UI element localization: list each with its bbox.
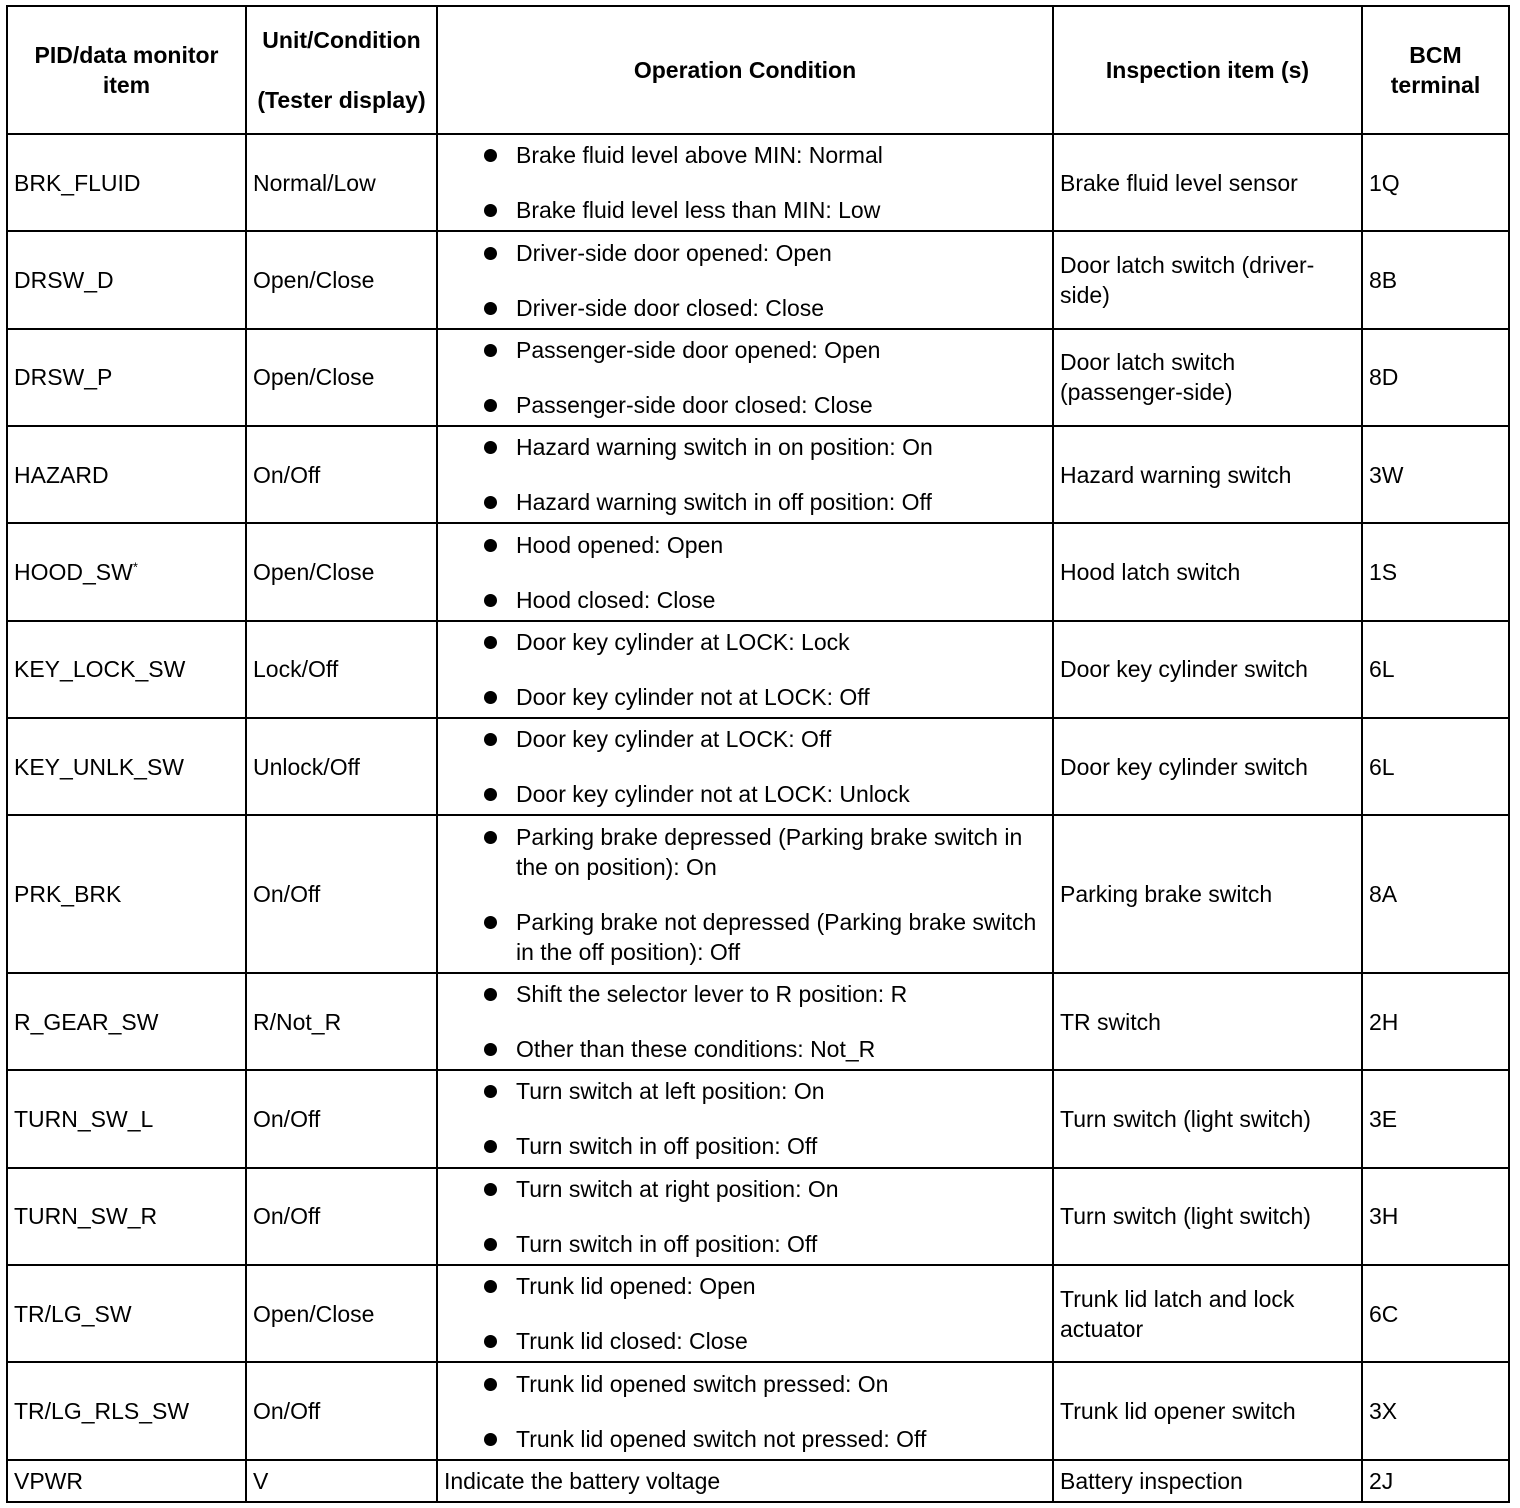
inspection-item-cell: Trunk lid opener switch: [1053, 1362, 1362, 1459]
condition-bullet-item: Door key cylinder not at LOCK: Unlock: [516, 779, 1046, 809]
inspection-item-cell: Door key cylinder switch: [1053, 621, 1362, 718]
operation-condition-cell: [437, 1265, 1053, 1362]
bcm-terminal-cell: 2H: [1362, 973, 1509, 1070]
pid-item-cell: [7, 621, 246, 718]
condition-bullet-item: Turn switch at left position: On: [516, 1076, 1046, 1106]
table-header-row: [7, 6, 1509, 134]
unit-condition-cell: Normal/Low: [246, 134, 437, 231]
pid-item-cell: [7, 134, 246, 231]
condition-bullet-item: Hood opened: Open: [516, 530, 1046, 560]
condition-bullet-item: Door key cylinder at LOCK: Off: [516, 724, 1046, 754]
operation-condition-cell: [437, 1362, 1053, 1459]
pid-item-name: TURN_SW_R: [14, 1203, 158, 1230]
bcm-terminal-cell: 3W: [1362, 426, 1509, 523]
condition-bullet-item: Other than these conditions: Not_R: [516, 1034, 1046, 1064]
pid-item-cell: [7, 329, 246, 426]
inspection-item-cell: Parking brake switch: [1053, 815, 1362, 973]
pid-item-cell: [7, 1265, 246, 1362]
operation-condition-text: Indicate the battery voltage: [444, 1467, 721, 1494]
table-row: [7, 815, 1509, 973]
condition-list: [444, 1369, 1046, 1454]
condition-bullet-item: Turn switch in off position: Off: [516, 1131, 1046, 1161]
bcm-terminal-cell: 8B: [1362, 231, 1509, 328]
condition-bullet-item: Trunk lid opened switch not pressed: Off: [516, 1424, 1046, 1454]
condition-bullet-item: Door key cylinder not at LOCK: Off: [516, 682, 1046, 712]
condition-bullet-item: Trunk lid opened switch pressed: On: [516, 1369, 1046, 1399]
inspection-item-cell: Door latch switch (passenger-side): [1053, 329, 1362, 426]
condition-bullet-item: Hazard warning switch in on position: On: [516, 432, 1046, 462]
header-item: PID/data monitor item: [7, 6, 246, 134]
bcm-terminal-cell: 1S: [1362, 523, 1509, 620]
pid-item-name: DRSW_P: [14, 364, 113, 391]
unit-condition-cell: Unlock/Off: [246, 718, 437, 815]
table-row: [7, 1460, 1509, 1502]
condition-list: [444, 335, 1046, 420]
header-operation: Operation Condition: [437, 6, 1053, 134]
pid-item-name: TURN_SW_L: [14, 1105, 154, 1132]
operation-condition-cell: [437, 1460, 1053, 1502]
pid-item-cell: [7, 1070, 246, 1167]
inspection-item-cell: Brake fluid level sensor: [1053, 134, 1362, 231]
unit-condition-cell: V: [246, 1460, 437, 1502]
inspection-item-cell: Turn switch (light switch): [1053, 1168, 1362, 1265]
inspection-item-cell: Battery inspection: [1053, 1460, 1362, 1502]
inspection-item-cell: Door latch switch (driver-side): [1053, 231, 1362, 328]
condition-bullet-item: Brake fluid level above MIN: Normal: [516, 140, 1046, 170]
condition-bullet-item: Parking brake depressed (Parking brake switch in the on position): On: [516, 822, 1046, 882]
pid-item-name: BRK_FLUID: [14, 169, 141, 196]
condition-bullet-item: Parking brake not depressed (Parking brake switch in the off position): Off: [516, 907, 1046, 967]
header-inspection: Inspection item (s): [1053, 6, 1362, 134]
bcm-terminal-cell: 3E: [1362, 1070, 1509, 1167]
operation-condition-cell: [437, 815, 1053, 973]
operation-condition-cell: [437, 621, 1053, 718]
bcm-terminal-cell: 6L: [1362, 718, 1509, 815]
inspection-item-cell: Hazard warning switch: [1053, 426, 1362, 523]
operation-condition-cell: [437, 231, 1053, 328]
operation-condition-cell: [437, 134, 1053, 231]
pid-item-cell: [7, 231, 246, 328]
bcm-terminal-cell: 2J: [1362, 1460, 1509, 1502]
unit-condition-cell: On/Off: [246, 1070, 437, 1167]
condition-list: [444, 1174, 1046, 1259]
pid-data-monitor-table: [6, 5, 1510, 1503]
table-row: [7, 1362, 1509, 1459]
pid-item-cell: [7, 1168, 246, 1265]
condition-bullet-item: Door key cylinder at LOCK: Lock: [516, 627, 1046, 657]
pid-item-name: DRSW_D: [14, 267, 114, 294]
condition-bullet-item: Driver-side door opened: Open: [516, 238, 1046, 268]
unit-condition-cell: Open/Close: [246, 231, 437, 328]
condition-list: [444, 1271, 1046, 1356]
unit-condition-cell: Lock/Off: [246, 621, 437, 718]
condition-bullet-item: Driver-side door closed: Close: [516, 293, 1046, 323]
footnote-marker: *: [132, 559, 138, 575]
unit-condition-cell: Open/Close: [246, 329, 437, 426]
pid-item-name: KEY_LOCK_SW: [14, 656, 186, 683]
condition-bullet-item: Shift the selector lever to R position: R: [516, 979, 1046, 1009]
table-row: [7, 1168, 1509, 1265]
unit-condition-cell: Open/Close: [246, 523, 437, 620]
table-row: [7, 426, 1509, 523]
unit-condition-cell: On/Off: [246, 426, 437, 523]
table-row: [7, 1265, 1509, 1362]
unit-condition-cell: Open/Close: [246, 1265, 437, 1362]
operation-condition-cell: [437, 329, 1053, 426]
operation-condition-cell: [437, 1168, 1053, 1265]
inspection-item-cell: Turn switch (light switch): [1053, 1070, 1362, 1167]
pid-item-name: KEY_UNLK_SW: [14, 753, 185, 780]
table-row: [7, 134, 1509, 231]
operation-condition-cell: [437, 523, 1053, 620]
pid-item-name: TR/LG_SW: [14, 1300, 132, 1327]
header-terminal: BCM terminal: [1362, 6, 1509, 134]
table-row: [7, 329, 1509, 426]
pid-item-cell: [7, 815, 246, 973]
bcm-terminal-cell: 1Q: [1362, 134, 1509, 231]
operation-condition-cell: [437, 973, 1053, 1070]
inspection-item-cell: Trunk lid latch and lock actuator: [1053, 1265, 1362, 1362]
condition-list: [444, 979, 1046, 1064]
table-row: [7, 621, 1509, 718]
table-row: [7, 973, 1509, 1070]
condition-bullet-item: Turn switch at right position: On: [516, 1174, 1046, 1204]
operation-condition-cell: [437, 1070, 1053, 1167]
condition-list: [444, 627, 1046, 712]
bcm-terminal-cell: 3H: [1362, 1168, 1509, 1265]
pid-item-cell: [7, 973, 246, 1070]
condition-bullet-item: Passenger-side door opened: Open: [516, 335, 1046, 365]
condition-list: [444, 1076, 1046, 1161]
bcm-terminal-cell: 3X: [1362, 1362, 1509, 1459]
operation-condition-cell: [437, 718, 1053, 815]
condition-list: [444, 140, 1046, 225]
pid-item-cell: [7, 426, 246, 523]
unit-condition-cell: On/Off: [246, 1362, 437, 1459]
bcm-terminal-cell: 6C: [1362, 1265, 1509, 1362]
pid-item-cell: [7, 1460, 246, 1502]
table-row: [7, 523, 1509, 620]
condition-list: [444, 530, 1046, 615]
condition-bullet-item: Passenger-side door closed: Close: [516, 390, 1046, 420]
pid-item-cell: [7, 1362, 246, 1459]
pid-item-name: HAZARD: [14, 461, 109, 488]
inspection-item-cell: TR switch: [1053, 973, 1362, 1070]
pid-item-cell: [7, 718, 246, 815]
table-row: [7, 1070, 1509, 1167]
pid-item-cell: [7, 523, 246, 620]
condition-bullet-item: Trunk lid opened: Open: [516, 1271, 1046, 1301]
bcm-terminal-cell: 6L: [1362, 621, 1509, 718]
condition-list: [444, 822, 1046, 967]
condition-bullet-item: Hazard warning switch in off position: Off: [516, 487, 1046, 517]
inspection-item-cell: Door key cylinder switch: [1053, 718, 1362, 815]
header-unit: Unit/Condition (Tester display): [246, 6, 437, 134]
unit-condition-cell: R/Not_R: [246, 973, 437, 1070]
condition-list: [444, 724, 1046, 809]
bcm-terminal-cell: 8D: [1362, 329, 1509, 426]
condition-list: [444, 238, 1046, 323]
unit-condition-cell: On/Off: [246, 815, 437, 973]
condition-bullet-item: Brake fluid level less than MIN: Low: [516, 195, 1046, 225]
pid-item-name: R_GEAR_SW: [14, 1008, 159, 1035]
table-row: [7, 718, 1509, 815]
pid-item-name: PRK_BRK: [14, 881, 122, 908]
operation-condition-cell: [437, 426, 1053, 523]
condition-bullet-item: Hood closed: Close: [516, 585, 1046, 615]
pid-item-name: VPWR: [14, 1467, 83, 1494]
bcm-terminal-cell: 8A: [1362, 815, 1509, 973]
unit-condition-cell: On/Off: [246, 1168, 437, 1265]
inspection-item-cell: Hood latch switch: [1053, 523, 1362, 620]
pid-item-name: HOOD_SW: [14, 559, 133, 586]
condition-list: [444, 432, 1046, 517]
table-row: [7, 231, 1509, 328]
condition-bullet-item: Turn switch in off position: Off: [516, 1229, 1046, 1259]
condition-bullet-item: Trunk lid closed: Close: [516, 1326, 1046, 1356]
pid-item-name: TR/LG_RLS_SW: [14, 1398, 190, 1425]
